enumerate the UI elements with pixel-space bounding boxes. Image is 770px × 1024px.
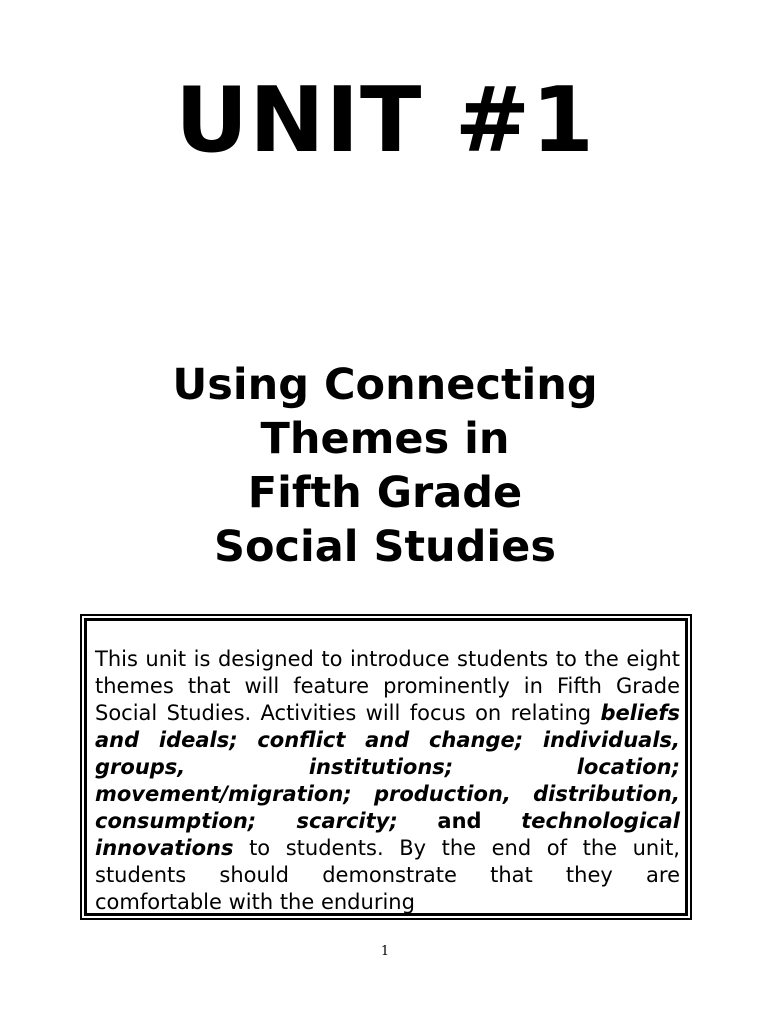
summary-intro-text: This unit is designed to introduce students to the eight themes that will feature prominently in Fifth Grade Social Studies. Activities will focus on relating xyxy=(95,647,680,725)
unit-summary-paragraph xyxy=(95,646,680,916)
subtitle-line: Themes in xyxy=(260,414,510,464)
summary-box xyxy=(84,618,688,916)
document-subtitle xyxy=(0,358,770,574)
subtitle-line: Using Connecting xyxy=(172,360,598,410)
summary-and-text: and xyxy=(437,809,482,833)
subtitle-line: Fifth Grade xyxy=(247,468,523,518)
page-number: 1 xyxy=(380,944,390,959)
unit-title: UNIT #1 xyxy=(175,68,595,173)
summary-themes-text: beliefs and ideals; conflict and change; individuals, groups, institutions; location; movement/migration; production, distribution, consumption; scarcity; xyxy=(95,701,680,833)
subtitle-line: Social Studies xyxy=(214,522,556,572)
summary-tech-theme-text: technological innovations xyxy=(95,809,680,860)
summary-outro-text: to students. By the end of the unit, students should demonstrate that they are comfortable with the enduring xyxy=(95,836,680,914)
summary-box-outer-border xyxy=(80,614,692,920)
